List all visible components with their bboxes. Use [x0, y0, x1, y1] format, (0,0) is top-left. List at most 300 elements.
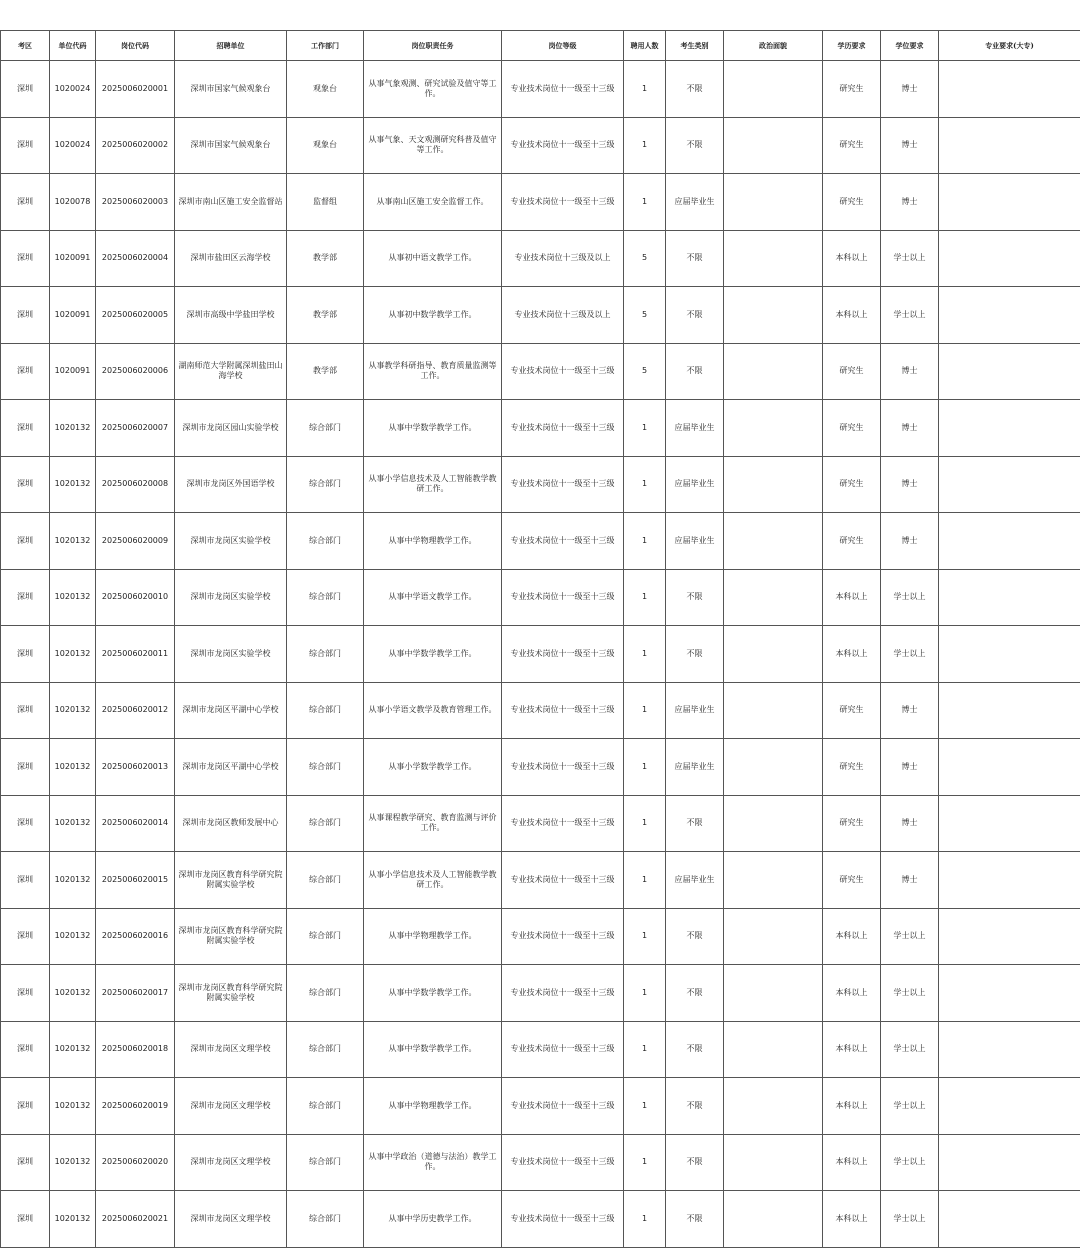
exam-area-cell: 深圳 — [1, 965, 50, 1022]
table-row — [1, 569, 1080, 626]
unit-code-cell: 1020024 — [50, 117, 96, 174]
headcount-cell: 1 — [624, 739, 666, 796]
major-cell — [939, 569, 1080, 626]
candidate-type-cell: 不限 — [666, 1021, 724, 1078]
candidate-type-cell: 不限 — [666, 965, 724, 1022]
major-cell — [939, 117, 1080, 174]
major-cell — [939, 1021, 1080, 1078]
education-cell: 本科以上 — [823, 626, 881, 683]
position-level-cell: 专业技术岗位十一级至十三级 — [502, 569, 624, 626]
candidate-type-cell: 不限 — [666, 1078, 724, 1135]
duties-cell: 从事小学信息技术及人工智能教学教研工作。 — [364, 456, 502, 513]
unit-code-cell: 1020132 — [50, 908, 96, 965]
exam-area-cell: 深圳 — [1, 400, 50, 457]
candidate-type-cell: 不限 — [666, 569, 724, 626]
position-code-cell: 2025006020003 — [96, 174, 175, 231]
unit-code-cell: 1020132 — [50, 1021, 96, 1078]
exam-area-cell: 深圳 — [1, 61, 50, 118]
political-status-cell — [724, 513, 823, 570]
major-cell — [939, 1134, 1080, 1191]
unit-code-cell: 1020091 — [50, 343, 96, 400]
headcount-cell: 5 — [624, 230, 666, 287]
department-cell: 综合部门 — [287, 569, 364, 626]
header-cell: 岗位代码 — [96, 31, 175, 61]
major-cell — [939, 1078, 1080, 1135]
unit-code-cell: 1020132 — [50, 456, 96, 513]
major-cell — [939, 965, 1080, 1022]
duties-cell: 从事小学数学教学工作。 — [364, 739, 502, 796]
degree-cell: 学士以上 — [881, 1134, 939, 1191]
employer-cell: 深圳市高级中学盐田学校 — [175, 287, 287, 344]
position-level-cell: 专业技术岗位十一级至十三级 — [502, 965, 624, 1022]
candidate-type-cell: 应届毕业生 — [666, 456, 724, 513]
duties-cell: 从事课程教学研究、教育监测与评价工作。 — [364, 795, 502, 852]
duties-cell: 从事初中数学教学工作。 — [364, 287, 502, 344]
table-row — [1, 287, 1080, 344]
position-code-cell: 2025006020006 — [96, 343, 175, 400]
political-status-cell — [724, 61, 823, 118]
exam-area-cell: 深圳 — [1, 456, 50, 513]
department-cell: 综合部门 — [287, 1078, 364, 1135]
political-status-cell — [724, 1191, 823, 1248]
education-cell: 本科以上 — [823, 1078, 881, 1135]
political-status-cell — [724, 230, 823, 287]
candidate-type-cell: 不限 — [666, 1134, 724, 1191]
table-row — [1, 343, 1080, 400]
headcount-cell: 1 — [624, 795, 666, 852]
candidate-type-cell: 应届毕业生 — [666, 513, 724, 570]
employer-cell: 深圳市龙岗区平湖中心学校 — [175, 739, 287, 796]
unit-code-cell: 1020132 — [50, 400, 96, 457]
position-code-cell: 2025006020007 — [96, 400, 175, 457]
header-cell: 政治面貌 — [724, 31, 823, 61]
political-status-cell — [724, 965, 823, 1022]
position-code-cell: 2025006020002 — [96, 117, 175, 174]
duties-cell: 从事中学历史教学工作。 — [364, 1191, 502, 1248]
headcount-cell: 1 — [624, 513, 666, 570]
education-cell: 本科以上 — [823, 287, 881, 344]
headcount-cell: 1 — [624, 682, 666, 739]
major-cell — [939, 626, 1080, 683]
header-cell: 学历要求 — [823, 31, 881, 61]
exam-area-cell: 深圳 — [1, 230, 50, 287]
political-status-cell — [724, 174, 823, 231]
major-cell — [939, 61, 1080, 118]
employer-cell: 深圳市龙岗区教育科学研究院附属实验学校 — [175, 908, 287, 965]
table-row — [1, 456, 1080, 513]
major-cell — [939, 908, 1080, 965]
education-cell: 研究生 — [823, 795, 881, 852]
table-row — [1, 965, 1080, 1022]
candidate-type-cell: 不限 — [666, 1191, 724, 1248]
recruitment-table-sheet — [0, 30, 1080, 1248]
unit-code-cell: 1020132 — [50, 569, 96, 626]
exam-area-cell: 深圳 — [1, 569, 50, 626]
department-cell: 综合部门 — [287, 626, 364, 683]
employer-cell: 深圳市龙岗区文理学校 — [175, 1191, 287, 1248]
table-body — [1, 61, 1080, 1248]
department-cell: 综合部门 — [287, 1134, 364, 1191]
exam-area-cell: 深圳 — [1, 1191, 50, 1248]
table-row — [1, 61, 1080, 118]
position-level-cell: 专业技术岗位十一级至十三级 — [502, 456, 624, 513]
employer-cell: 深圳市龙岗区实验学校 — [175, 569, 287, 626]
degree-cell: 学士以上 — [881, 230, 939, 287]
degree-cell: 博士 — [881, 117, 939, 174]
department-cell: 教学部 — [287, 287, 364, 344]
position-level-cell: 专业技术岗位十一级至十三级 — [502, 908, 624, 965]
major-cell — [939, 456, 1080, 513]
exam-area-cell: 深圳 — [1, 795, 50, 852]
unit-code-cell: 1020091 — [50, 230, 96, 287]
education-cell: 本科以上 — [823, 1191, 881, 1248]
header-cell: 学位要求 — [881, 31, 939, 61]
header-cell: 岗位职责任务 — [364, 31, 502, 61]
candidate-type-cell: 不限 — [666, 287, 724, 344]
header-row — [1, 31, 1080, 61]
department-cell: 综合部门 — [287, 456, 364, 513]
position-code-cell: 2025006020020 — [96, 1134, 175, 1191]
education-cell: 本科以上 — [823, 1134, 881, 1191]
major-cell — [939, 400, 1080, 457]
position-code-cell: 2025006020019 — [96, 1078, 175, 1135]
department-cell: 综合部门 — [287, 908, 364, 965]
position-code-cell: 2025006020015 — [96, 852, 175, 909]
duties-cell: 从事小学信息技术及人工智能教学教研工作。 — [364, 852, 502, 909]
employer-cell: 湖南师范大学附属深圳盐田山海学校 — [175, 343, 287, 400]
headcount-cell: 1 — [624, 965, 666, 1022]
employer-cell: 深圳市南山区施工安全监督站 — [175, 174, 287, 231]
major-cell — [939, 343, 1080, 400]
position-level-cell: 专业技术岗位十一级至十三级 — [502, 795, 624, 852]
political-status-cell — [724, 1078, 823, 1135]
table-row — [1, 626, 1080, 683]
position-code-cell: 2025006020005 — [96, 287, 175, 344]
position-level-cell: 专业技术岗位十一级至十三级 — [502, 1021, 624, 1078]
duties-cell: 从事中学数学教学工作。 — [364, 965, 502, 1022]
position-code-cell: 2025006020014 — [96, 795, 175, 852]
exam-area-cell: 深圳 — [1, 852, 50, 909]
position-code-cell: 2025006020004 — [96, 230, 175, 287]
department-cell: 监督组 — [287, 174, 364, 231]
headcount-cell: 1 — [624, 626, 666, 683]
position-code-cell: 2025006020013 — [96, 739, 175, 796]
department-cell: 综合部门 — [287, 1191, 364, 1248]
header-cell: 考生类别 — [666, 31, 724, 61]
duties-cell: 从事气象、天文观测研究科普及值守等工作。 — [364, 117, 502, 174]
duties-cell: 从事小学语文教学及教育管理工作。 — [364, 682, 502, 739]
duties-cell: 从事气象观测、研究试验及值守等工作。 — [364, 61, 502, 118]
header-cell: 单位代码 — [50, 31, 96, 61]
position-level-cell: 专业技术岗位十一级至十三级 — [502, 682, 624, 739]
exam-area-cell: 深圳 — [1, 1078, 50, 1135]
table-row — [1, 795, 1080, 852]
headcount-cell: 1 — [624, 117, 666, 174]
headcount-cell: 1 — [624, 456, 666, 513]
degree-cell: 学士以上 — [881, 626, 939, 683]
table-row — [1, 1021, 1080, 1078]
headcount-cell: 1 — [624, 908, 666, 965]
duties-cell: 从事中学数学教学工作。 — [364, 400, 502, 457]
degree-cell: 学士以上 — [881, 1021, 939, 1078]
candidate-type-cell: 不限 — [666, 230, 724, 287]
major-cell — [939, 739, 1080, 796]
degree-cell: 博士 — [881, 174, 939, 231]
education-cell: 研究生 — [823, 400, 881, 457]
exam-area-cell: 深圳 — [1, 513, 50, 570]
headcount-cell: 1 — [624, 61, 666, 118]
unit-code-cell: 1020132 — [50, 739, 96, 796]
candidate-type-cell: 应届毕业生 — [666, 682, 724, 739]
headcount-cell: 1 — [624, 1078, 666, 1135]
employer-cell: 深圳市国家气候观象台 — [175, 61, 287, 118]
headcount-cell: 1 — [624, 569, 666, 626]
political-status-cell — [724, 569, 823, 626]
header-cell: 岗位等级 — [502, 31, 624, 61]
employer-cell: 深圳市龙岗区文理学校 — [175, 1134, 287, 1191]
employer-cell: 深圳市龙岗区平湖中心学校 — [175, 682, 287, 739]
table-row — [1, 682, 1080, 739]
political-status-cell — [724, 117, 823, 174]
education-cell: 本科以上 — [823, 908, 881, 965]
candidate-type-cell: 不限 — [666, 61, 724, 118]
position-code-cell: 2025006020010 — [96, 569, 175, 626]
unit-code-cell: 1020132 — [50, 513, 96, 570]
employer-cell: 深圳市龙岗区文理学校 — [175, 1021, 287, 1078]
headcount-cell: 1 — [624, 1191, 666, 1248]
table-row — [1, 400, 1080, 457]
table-row — [1, 230, 1080, 287]
education-cell: 本科以上 — [823, 569, 881, 626]
employer-cell: 深圳市龙岗区园山实验学校 — [175, 400, 287, 457]
position-level-cell: 专业技术岗位十一级至十三级 — [502, 852, 624, 909]
major-cell — [939, 795, 1080, 852]
table-row — [1, 117, 1080, 174]
political-status-cell — [724, 852, 823, 909]
degree-cell: 博士 — [881, 795, 939, 852]
duties-cell: 从事中学物理教学工作。 — [364, 1078, 502, 1135]
candidate-type-cell: 应届毕业生 — [666, 400, 724, 457]
exam-area-cell: 深圳 — [1, 174, 50, 231]
department-cell: 综合部门 — [287, 852, 364, 909]
header-cell: 工作部门 — [287, 31, 364, 61]
employer-cell: 深圳市龙岗区文理学校 — [175, 1078, 287, 1135]
unit-code-cell: 1020132 — [50, 1191, 96, 1248]
candidate-type-cell: 不限 — [666, 343, 724, 400]
position-level-cell: 专业技术岗位十一级至十三级 — [502, 739, 624, 796]
unit-code-cell: 1020091 — [50, 287, 96, 344]
duties-cell: 从事中学数学教学工作。 — [364, 626, 502, 683]
degree-cell: 学士以上 — [881, 569, 939, 626]
degree-cell: 博士 — [881, 400, 939, 457]
position-code-cell: 2025006020001 — [96, 61, 175, 118]
table-row — [1, 1134, 1080, 1191]
education-cell: 本科以上 — [823, 965, 881, 1022]
department-cell: 教学部 — [287, 230, 364, 287]
education-cell: 研究生 — [823, 513, 881, 570]
department-cell: 观象台 — [287, 117, 364, 174]
duties-cell: 从事中学数学教学工作。 — [364, 1021, 502, 1078]
headcount-cell: 5 — [624, 343, 666, 400]
position-code-cell: 2025006020021 — [96, 1191, 175, 1248]
duties-cell: 从事中学物理教学工作。 — [364, 908, 502, 965]
table-row — [1, 852, 1080, 909]
position-level-cell: 专业技术岗位十一级至十三级 — [502, 343, 624, 400]
position-level-cell: 专业技术岗位十一级至十三级 — [502, 174, 624, 231]
education-cell: 研究生 — [823, 852, 881, 909]
table-row — [1, 1191, 1080, 1248]
candidate-type-cell: 不限 — [666, 908, 724, 965]
major-cell — [939, 852, 1080, 909]
department-cell: 教学部 — [287, 343, 364, 400]
education-cell: 研究生 — [823, 682, 881, 739]
unit-code-cell: 1020132 — [50, 682, 96, 739]
unit-code-cell: 1020132 — [50, 965, 96, 1022]
unit-code-cell: 1020132 — [50, 852, 96, 909]
employer-cell: 深圳市龙岗区教师发展中心 — [175, 795, 287, 852]
department-cell: 综合部门 — [287, 682, 364, 739]
position-code-cell: 2025006020009 — [96, 513, 175, 570]
duties-cell: 从事中学语文教学工作。 — [364, 569, 502, 626]
candidate-type-cell: 不限 — [666, 117, 724, 174]
headcount-cell: 1 — [624, 1134, 666, 1191]
degree-cell: 学士以上 — [881, 287, 939, 344]
education-cell: 研究生 — [823, 739, 881, 796]
employer-cell: 深圳市盐田区云海学校 — [175, 230, 287, 287]
political-status-cell — [724, 1021, 823, 1078]
department-cell: 综合部门 — [287, 965, 364, 1022]
degree-cell: 博士 — [881, 513, 939, 570]
position-level-cell: 专业技术岗位十一级至十三级 — [502, 400, 624, 457]
position-code-cell: 2025006020018 — [96, 1021, 175, 1078]
unit-code-cell: 1020024 — [50, 61, 96, 118]
position-level-cell: 专业技术岗位十一级至十三级 — [502, 1078, 624, 1135]
duties-cell: 从事初中语文教学工作。 — [364, 230, 502, 287]
exam-area-cell: 深圳 — [1, 1134, 50, 1191]
degree-cell: 学士以上 — [881, 1078, 939, 1135]
exam-area-cell: 深圳 — [1, 626, 50, 683]
degree-cell: 博士 — [881, 682, 939, 739]
political-status-cell — [724, 908, 823, 965]
political-status-cell — [724, 456, 823, 513]
exam-area-cell: 深圳 — [1, 739, 50, 796]
major-cell — [939, 1191, 1080, 1248]
position-code-cell: 2025006020016 — [96, 908, 175, 965]
table-row — [1, 1078, 1080, 1135]
duties-cell: 从事中学政治（道德与法治）教学工作。 — [364, 1134, 502, 1191]
degree-cell: 博士 — [881, 852, 939, 909]
degree-cell: 博士 — [881, 739, 939, 796]
department-cell: 综合部门 — [287, 795, 364, 852]
position-code-cell: 2025006020008 — [96, 456, 175, 513]
education-cell: 研究生 — [823, 117, 881, 174]
degree-cell: 博士 — [881, 61, 939, 118]
headcount-cell: 1 — [624, 852, 666, 909]
candidate-type-cell: 应届毕业生 — [666, 852, 724, 909]
position-code-cell: 2025006020012 — [96, 682, 175, 739]
employer-cell: 深圳市国家气候观象台 — [175, 117, 287, 174]
major-cell — [939, 230, 1080, 287]
unit-code-cell: 1020078 — [50, 174, 96, 231]
position-level-cell: 专业技术岗位十一级至十三级 — [502, 1134, 624, 1191]
major-cell — [939, 513, 1080, 570]
header-cell: 聘用人数 — [624, 31, 666, 61]
political-status-cell — [724, 1134, 823, 1191]
exam-area-cell: 深圳 — [1, 1021, 50, 1078]
candidate-type-cell: 不限 — [666, 795, 724, 852]
employer-cell: 深圳市龙岗区外国语学校 — [175, 456, 287, 513]
employer-cell: 深圳市龙岗区教育科学研究院附属实验学校 — [175, 965, 287, 1022]
political-status-cell — [724, 795, 823, 852]
department-cell: 综合部门 — [287, 513, 364, 570]
unit-code-cell: 1020132 — [50, 795, 96, 852]
employer-cell: 深圳市龙岗区实验学校 — [175, 626, 287, 683]
degree-cell: 博士 — [881, 456, 939, 513]
department-cell: 综合部门 — [287, 1021, 364, 1078]
unit-code-cell: 1020132 — [50, 1134, 96, 1191]
position-level-cell: 专业技术岗位十一级至十三级 — [502, 61, 624, 118]
education-cell: 本科以上 — [823, 230, 881, 287]
unit-code-cell: 1020132 — [50, 626, 96, 683]
position-level-cell: 专业技术岗位十一级至十三级 — [502, 117, 624, 174]
table-row — [1, 513, 1080, 570]
political-status-cell — [724, 739, 823, 796]
exam-area-cell: 深圳 — [1, 117, 50, 174]
political-status-cell — [724, 343, 823, 400]
position-level-cell: 专业技术岗位十三级及以上 — [502, 287, 624, 344]
headcount-cell: 5 — [624, 287, 666, 344]
candidate-type-cell: 应届毕业生 — [666, 739, 724, 796]
exam-area-cell: 深圳 — [1, 682, 50, 739]
education-cell: 本科以上 — [823, 1021, 881, 1078]
exam-area-cell: 深圳 — [1, 908, 50, 965]
degree-cell: 学士以上 — [881, 1191, 939, 1248]
duties-cell: 从事中学物理教学工作。 — [364, 513, 502, 570]
education-cell: 研究生 — [823, 61, 881, 118]
major-cell — [939, 174, 1080, 231]
headcount-cell: 1 — [624, 400, 666, 457]
position-level-cell: 专业技术岗位十三级及以上 — [502, 230, 624, 287]
major-cell — [939, 287, 1080, 344]
table-row — [1, 908, 1080, 965]
department-cell: 综合部门 — [287, 739, 364, 796]
employer-cell: 深圳市龙岗区教育科学研究院附属实验学校 — [175, 852, 287, 909]
political-status-cell — [724, 287, 823, 344]
degree-cell: 学士以上 — [881, 908, 939, 965]
political-status-cell — [724, 400, 823, 457]
education-cell: 研究生 — [823, 174, 881, 231]
position-code-cell: 2025006020017 — [96, 965, 175, 1022]
headcount-cell: 1 — [624, 174, 666, 231]
header-cell: 考区 — [1, 31, 50, 61]
political-status-cell — [724, 682, 823, 739]
duties-cell: 从事教学科研指导、教育质量监测等工作。 — [364, 343, 502, 400]
headcount-cell: 1 — [624, 1021, 666, 1078]
political-status-cell — [724, 626, 823, 683]
degree-cell: 学士以上 — [881, 965, 939, 1022]
position-level-cell: 专业技术岗位十一级至十三级 — [502, 626, 624, 683]
department-cell: 综合部门 — [287, 400, 364, 457]
position-code-cell: 2025006020011 — [96, 626, 175, 683]
major-cell — [939, 682, 1080, 739]
candidate-type-cell: 不限 — [666, 626, 724, 683]
header-cell: 招聘单位 — [175, 31, 287, 61]
table-row — [1, 739, 1080, 796]
degree-cell: 博士 — [881, 343, 939, 400]
employer-cell: 深圳市龙岗区实验学校 — [175, 513, 287, 570]
position-level-cell: 专业技术岗位十一级至十三级 — [502, 513, 624, 570]
candidate-type-cell: 应届毕业生 — [666, 174, 724, 231]
